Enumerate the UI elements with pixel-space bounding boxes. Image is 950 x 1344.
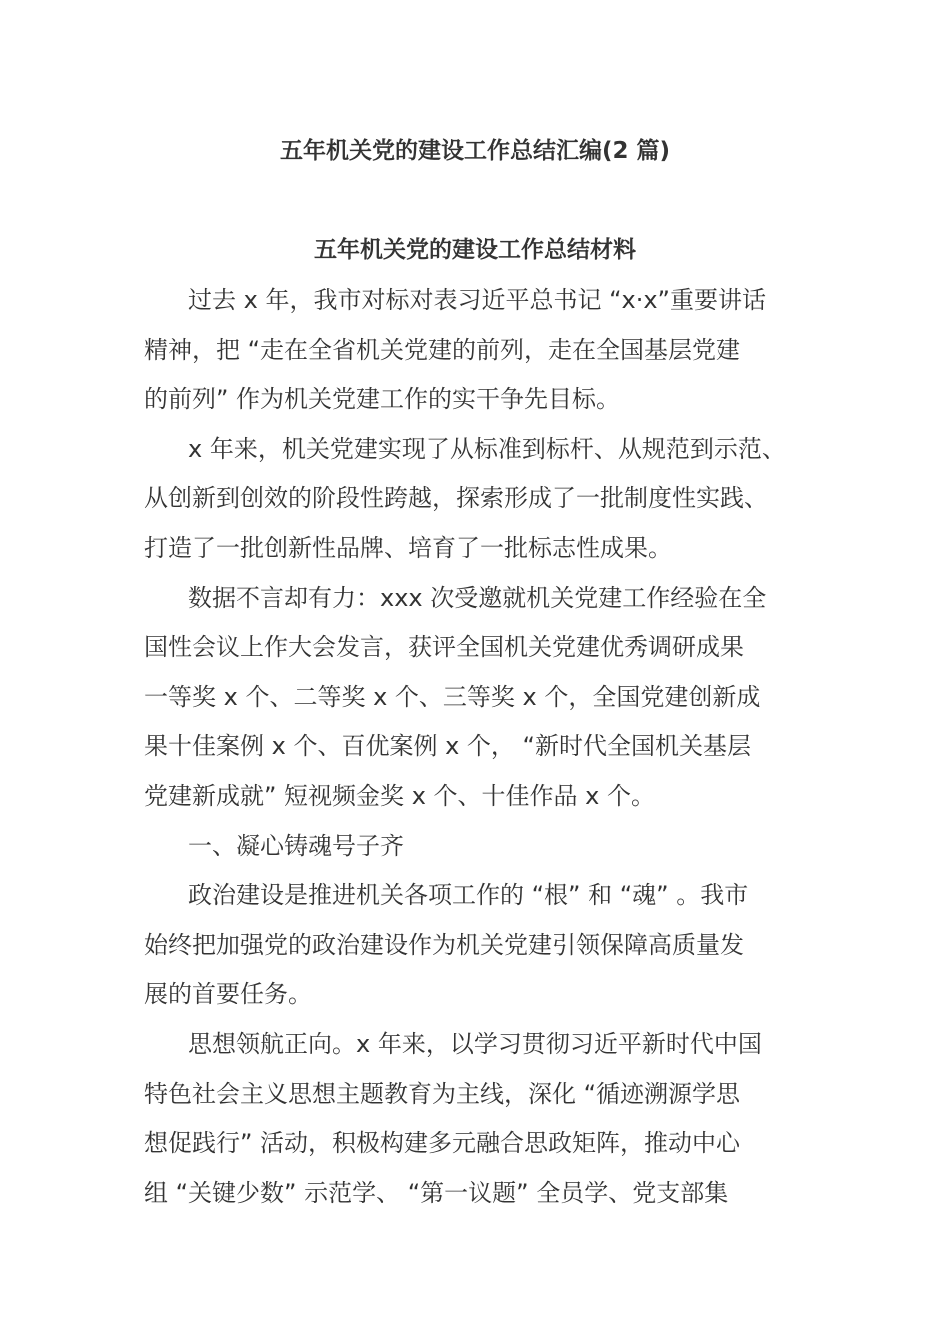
paragraph-1-line-3: 的前列” 作为机关党建工作的实干争先目标。 [144, 385, 621, 414]
paragraph-5-line-3: 想促践行” 活动，积极构建多元融合思政矩阵，推动中心 [144, 1129, 741, 1158]
paragraph-1-line-2: 精神，把 “走在全省机关党建的前列，走在全国基层党建 [144, 335, 741, 364]
paragraph-4-line-1: 政治建设是推进机关各项工作的 “根” 和 “魂” 。我市 [188, 881, 749, 910]
paragraph-4-line-2: 始终把加强党的政治建设作为机关党建引领保障高质量发 [144, 930, 744, 959]
paragraph-4-line-3: 展的首要任务。 [144, 980, 312, 1009]
body-text [144, 276, 824, 1218]
paragraph-2-line-1: x 年来，机关党建实现了从标准到标杆、从规范到示范、 [188, 434, 786, 463]
paragraph-3-line-5: 党建新成就” 短视频金奖 x 个、十佳作品 x 个。 [144, 781, 655, 810]
document-title: 五年机关党的建设工作总结汇编(2 篇) [279, 138, 671, 164]
paragraph-3-line-3: 一等奖 x 个、二等奖 x 个、三等奖 x 个，全国党建创新成 [144, 682, 761, 711]
paragraph-5-line-4: 组 “关键少数” 示范学、 “第一议题” 全员学、党支部集 [144, 1178, 729, 1207]
paragraph-3-line-2: 国性会议上作大会发言，获评全国机关党建优秀调研成果 [144, 633, 744, 662]
paragraph-5-line-1: 思想领航正向。x 年来，以学习贯彻习近平新时代中国 [188, 1029, 762, 1058]
paragraph-5-line-2: 特色社会主义思想主题教育为主线，深化 “循迹溯源学思 [144, 1079, 741, 1108]
paragraph-2-line-2: 从创新到创效的阶段性跨越，探索形成了一批制度性实践、 [144, 484, 768, 513]
paragraph-3-line-4: 果十佳案例 x 个、百优案例 x 个， “新时代全国机关基层 [144, 732, 751, 761]
section-title: 五年机关党的建设工作总结材料 [314, 237, 636, 263]
heading-1: 一、凝心铸魂号子齐 [188, 831, 404, 860]
paragraph-3-line-1: 数据不言却有力：xxx 次受邀就机关党建工作经验在全 [188, 583, 767, 612]
paragraph-1-line-1: 过去 x 年，我市对标对表习近平总书记 “x·x”重要讲话 [188, 286, 766, 314]
paragraph-2-line-3: 打造了一批创新性品牌、培育了一批标志性成果。 [144, 533, 672, 562]
